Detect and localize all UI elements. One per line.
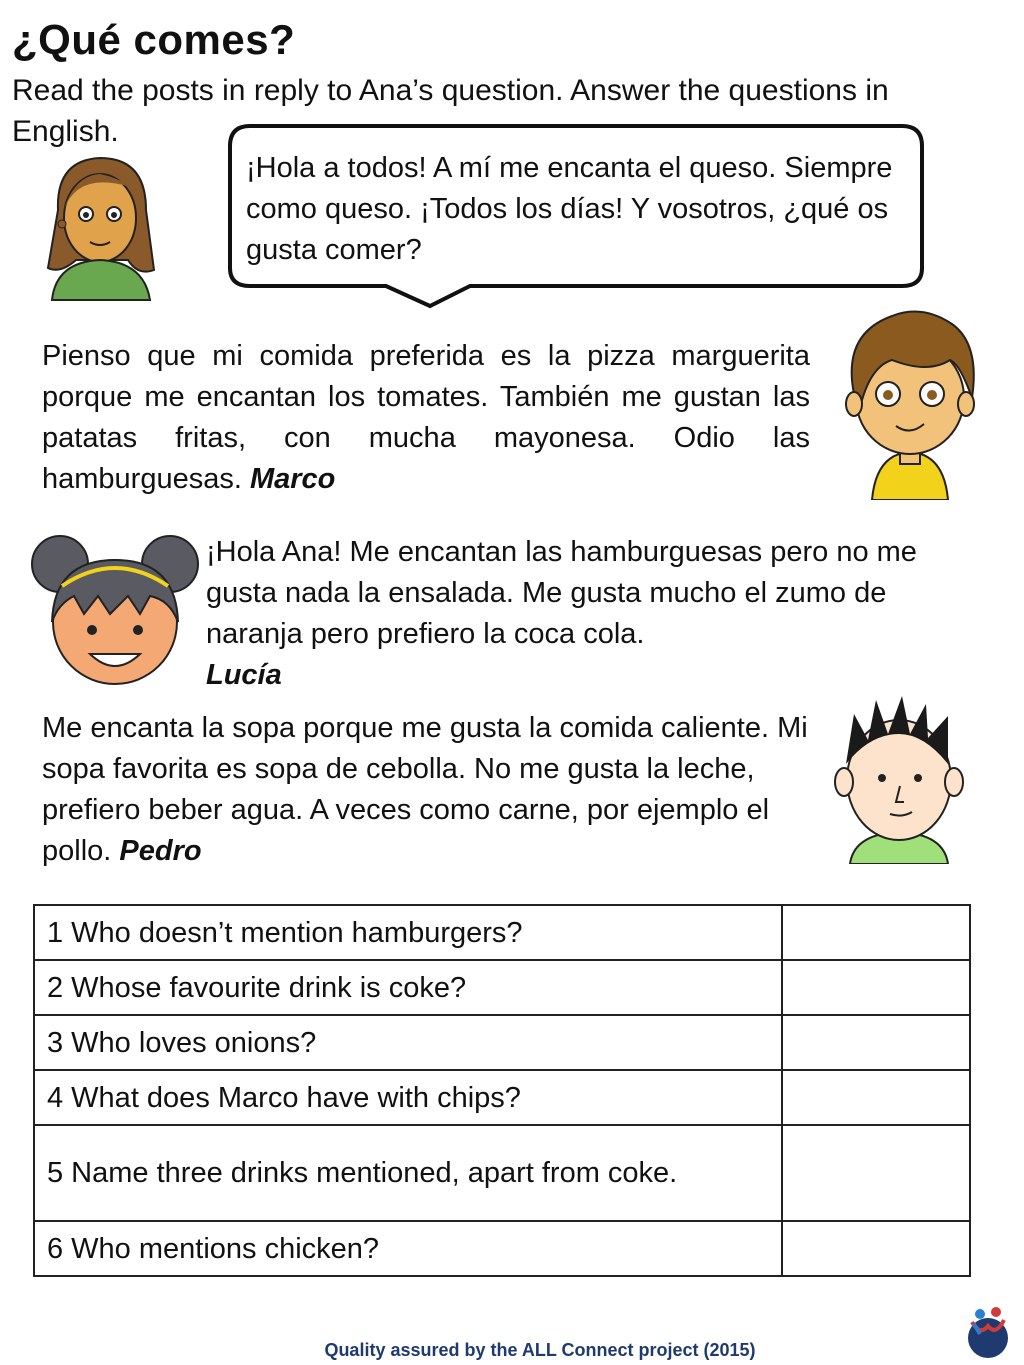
marco-avatar xyxy=(832,304,988,505)
question-text: 4 What does Marco have with chips? xyxy=(34,1070,782,1125)
page-title: ¿Qué comes? xyxy=(12,16,296,63)
question-text: 3 Who loves onions? xyxy=(34,1015,782,1070)
instructions: Read the posts in reply to Ana’s question. Answer the questions in English. xyxy=(12,74,889,148)
question-row xyxy=(34,1125,970,1221)
answer-cell[interactable] xyxy=(782,1015,970,1070)
question-row xyxy=(34,960,970,1015)
lucia-post-text: ¡Hola Ana! Me encantan las hamburguesas pero no me gusta nada la ensalada. Me gusta mucho el zumo de naranja pero prefiero la coca cola. xyxy=(206,536,917,650)
all-connect-logo xyxy=(958,1300,1018,1365)
pedro-post xyxy=(42,708,812,872)
answer-cell[interactable] xyxy=(782,1125,970,1221)
question-text: 6 Who mentions chicken? xyxy=(34,1221,782,1276)
pedro-post-text: Me encanta la sopa porque me gusta la comida caliente. Mi sopa favorita es sopa de cebolla. No me gusta la leche, prefiero beber agua. A veces como carne, por ejemplo el pollo. xyxy=(42,712,808,867)
ana-avatar xyxy=(38,150,168,307)
marco-post xyxy=(42,336,810,500)
ana-post-text: ¡Hola a todos! A mí me encanta el queso. Siempre como queso. ¡Todos los días! Y vosotros, ¿qué os gusta comer? xyxy=(246,152,893,266)
footer-credit: Quality assured by the ALL Connect project (2015) xyxy=(324,1340,756,1360)
lucia-avatar xyxy=(30,530,200,695)
pedro-signature: Pedro xyxy=(119,835,202,867)
questions-table xyxy=(33,904,971,1277)
question-text: 5 Name three drinks mentioned, apart from coke. xyxy=(34,1125,782,1221)
pedro-avatar xyxy=(824,694,974,869)
answer-cell[interactable] xyxy=(782,905,970,960)
marco-signature: Marco xyxy=(249,463,336,495)
question-row xyxy=(34,1070,970,1125)
question-text: 2 Whose favourite drink is coke? xyxy=(34,960,782,1015)
question-row xyxy=(34,1221,970,1276)
question-row xyxy=(34,905,970,960)
question-row xyxy=(34,1015,970,1070)
ana-speech-bubble xyxy=(226,122,926,288)
marco-post-text: Pienso que mi comida preferida es la pizza marguerita porque me encantan los tomates. También me gustan las patatas fritas, con mucha mayonesa. Odio las hamburguesas. xyxy=(42,340,810,495)
answer-cell[interactable] xyxy=(782,1221,970,1276)
question-text: 1 Who doesn’t mention hamburgers? xyxy=(34,905,782,960)
answer-cell[interactable] xyxy=(782,960,970,1015)
lucia-post xyxy=(206,532,966,696)
answer-cell[interactable] xyxy=(782,1070,970,1125)
lucia-signature: Lucía xyxy=(206,659,282,691)
